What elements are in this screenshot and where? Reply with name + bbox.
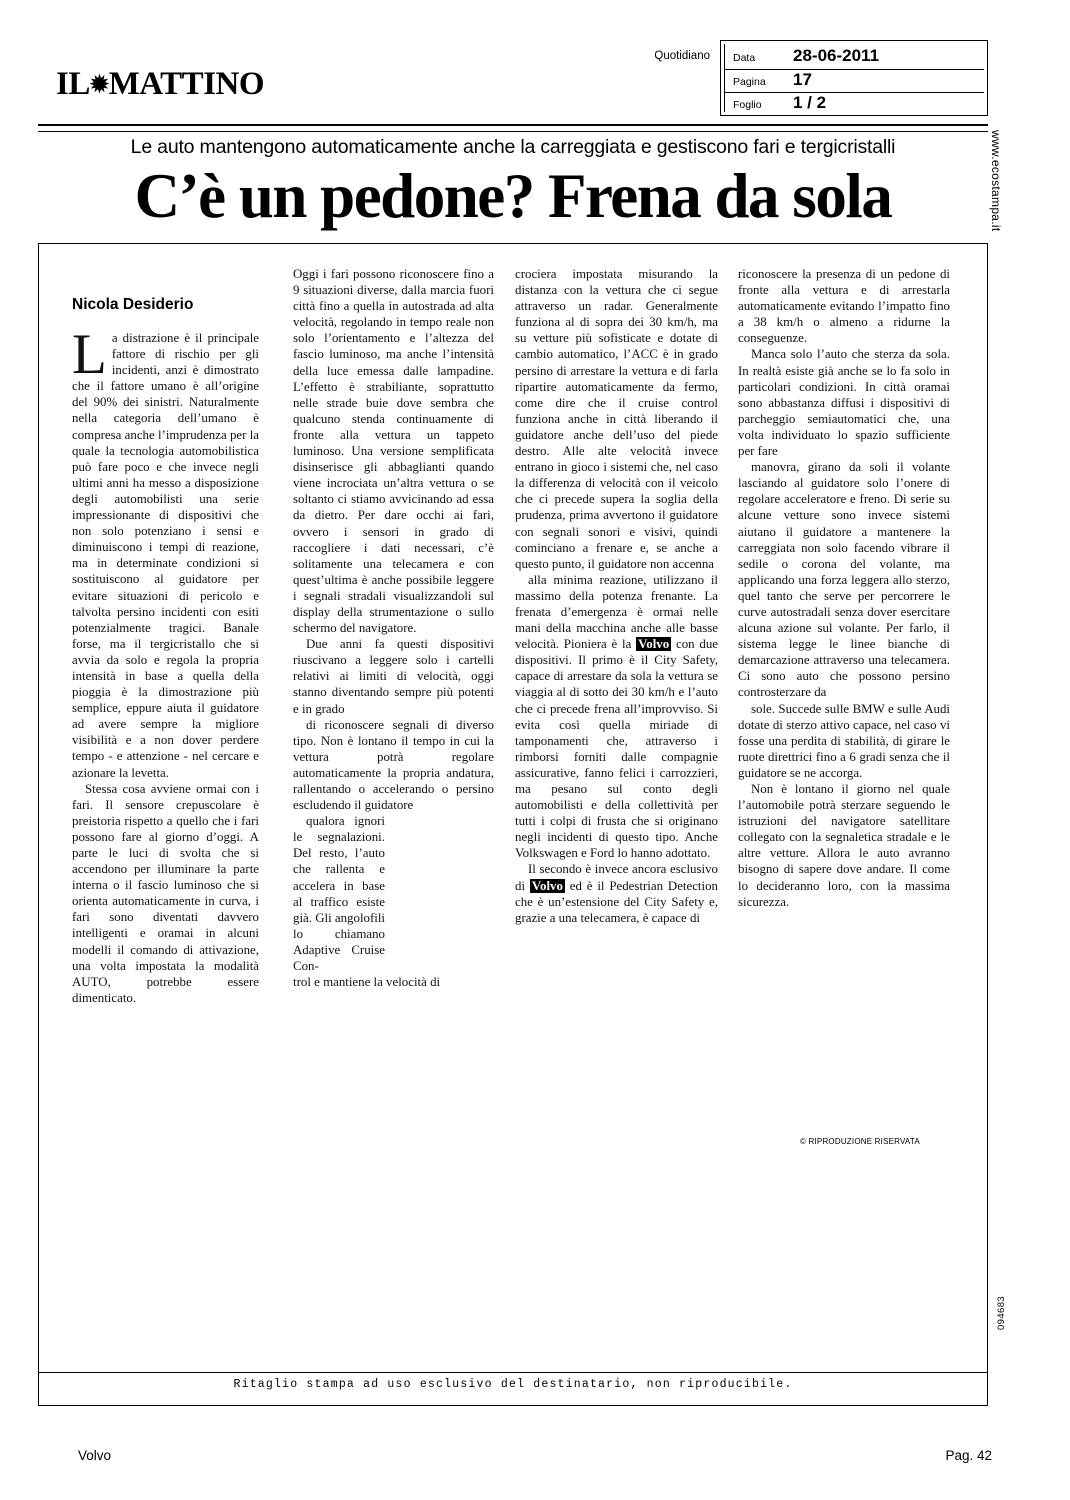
meta-value-data: 28-06-2011 [793,46,880,65]
paragraph: Due anni fa questi dispositivi riuscivano a leggere solo i cartelli relativi ai limiti di velocità, oggi stanno diventando sempre più potenti e in grado [293,637,494,716]
drop-cap: L [72,323,107,386]
footer-subject: Volvo [78,1448,112,1463]
headline-divider [38,243,988,244]
brand-highlight-volvo: Volvo [638,637,670,652]
article-column-2 [293,266,494,990]
periodicity-label: Quotidiano [654,50,710,62]
article-headline: C’è un pedone? Frena da sola [134,161,892,231]
paragraph [515,861,718,925]
paragraph: Non è lontano il giorno nel quale l’automobile potrà sterzare seguendo le istruzioni del navigatore satellitare collegato con la segnaletica stradale e le altre vetture. Allora le auto avranno bisogno di sapere dove andare. Il come lo decideranno loro, con la massima sicurezza. [738,782,950,909]
paragraph: riconoscere la presenza di un pedone di fronte alla vettura e di arrestarla automaticamente evitando l’impatto fino a 38 km/h o almeno a ridurne la conseguenze. [738,267,950,346]
newspaper-masthead [56,66,264,103]
watermark-url: www.ecostampa.it [989,130,1003,232]
article-column-3 [515,266,718,926]
paragraph: manovra, girano da soli il volante lasciando al guidatore solo l’onere di regolare acceleratore e freno. Di serie su alcune vetture sono invece sistemi aiutano il guidatore a mantenere la carreggiata non solo facendo vibrare il sedile o corona del volante, ma applicando una forza leggera allo sterzo, quel tanto che serve per percorrere le curve autostradali senza dover esercitare alcuna azione sul volante. Per farlo, il sistema legge le linee bianche di demarcazione attraverso una telecamera. Ci sono auto che possono persino controsterzare da [738,460,950,700]
paragraph-narrow: qualora ignori le segnalazioni. Del resto, l’auto che rallenta e accelera in base al traffico esiste già. Gli angolofili lo chiamano Adaptive Cruise Con- [293,814,386,974]
header-divider-thick [38,124,988,126]
paragraph: crociera impostata misurando la distanza con la vettura che ci segue attraverso un radar. Generalmente funziona al di sopra dei 30 km/h, ma su vetture più sofisticate e dotate di cambio automatico, l’ACC è in grado persino di arrestare la vettura e di farla ripartire automaticamente da fermo, come dire che il cruise control funziona anche in città liberando il guidatore anche dell’uso del piede destro. Alle alte velocità invece entrano in gioco i sistemi che, nel caso la differenza di velocità con il veicolo che ci precede supera la soglia della prudenza, prima avvertono il guidatore con segnali sonori e visivi, quindi cominciano a frenare e, se anche a questo punto, il guidatore non accenna [515,267,718,571]
press-clipping-header [38,40,988,118]
paragraph [515,572,718,862]
star-icon: ✹ [89,72,109,97]
paragraph-part-b: con due dispositivi. Il primo è il City Safety, capace di arrestare da sola la vettura se viaggia al di sotto dei 30 km/h e l’auto che ci precede frena all’improvviso. Si evita così quella miriade di tamponamenti che, attraverso i rimborsi forniti dalle compagnie assicurative, fanno felici i carrozzieri, ma pesano sul conto degli automobilisti e della collettività per tutti i colpi di frusta che si originano negli incidenti di questo tipo. Anche Volkswagen e Ford lo hanno adottato. [515,637,718,861]
header-divider-thin [38,131,988,132]
paragraph-part-b: ed è il Pedestrian Detection che è un’estensione del City Safety e, grazie a una telecamera, è capace di [515,878,718,925]
footer-page-number: Pag. 42 [945,1448,992,1463]
masthead-prefix: IL [56,66,90,102]
meta-value-pagina: 17 [793,70,812,89]
usage-notice: Ritaglio stampa ad uso esclusivo del destinatario, non riproducibile. [233,1378,793,1391]
paragraph: sole. Succede sulle BMW e sulle Audi dotate di sterzo attivo capace, nel caso vi fosse una perdita di stabilità, di girare le ruote direttrici fino a 6 gradi senza che il guidatore se ne accorga. [738,701,950,780]
paragraph: Manca solo l’auto che sterza da sola. In realtà esiste già anche se lo fa solo in particolari condizioni. In città oramai sono abbastanza diffusi i dispositivi di parcheggio semiautomatici che, una volta individuato lo spazio sufficiente per fare [738,347,950,459]
meta-row-pagina [725,69,984,93]
brand-highlight-volvo: Volvo [531,878,563,893]
paragraph: Stessa cosa avviene ormai con i fari. Il sensore crepuscolare è preistoria rispetto a quello che i fari possono fare al giorno d’oggi. A parte le luci di svolta che si accendono per illuminare la parte interna o il fascio luminoso che si orienta automaticamente in curva, i fari sono diventati davvero intelligenti e oramai in alcuni modelli il comando di attivazione, una volta impostata la modalità AUTO, potrebbe essere dimenticato. [72,781,259,1005]
meta-row-data [725,46,984,69]
paragraph-tail: trol e mantiene la velocità di [293,975,441,990]
meta-label-foglio: Foglio [733,99,762,111]
paragraph-part-a: alla minima reazione, utilizzano il massimo della potenza frenante. La frenata d’emergenza è ormai nelle mani della macchina anche alle basse velocità. Pioniera è la [515,572,718,652]
article-byline: Nicola Desiderio [72,296,194,313]
article-column-1 [72,323,259,1006]
masthead-suffix: MATTINO [108,66,265,102]
meta-label-data: Data [733,52,756,64]
paragraph [72,323,259,781]
copyright-notice: © RIPRODUZIONE RISERVATA [800,1137,920,1146]
paragraph-rest: re umano è all’origine del 90% dei sinistri. Naturalmente nella categoria dell’umano è compresa anche l’imprudenza per la quale la tecnologia automobilistica può fare poco e che invece negli ultimi anni ha messo a disposizione degli automobilisti una serie impressionante di dispositivi che non solo potenziano i sensi e diminuiscono i tempi di reazione, ma in determinate condizioni si sostituiscono al guidatore per evitare situazioni di pericolo e talvolta persino incidenti con esiti potenzialmente tragici. Banale forse, ma il tergicristallo che si avvia da solo e regola la propria intensità in base a quella della pioggia è la dimostrazione più semplice, eppure aiuta il guidatore ad avere sempre la migliore visibilità e a non dover perdere tempo - e attenzione - nel cercare e azionare la levetta. [72,379,259,780]
clipping-code: 094683 [996,1295,1007,1330]
paragraph-lead: a distrazione è il principale fattore di rischio per gli incidenti, anzi è dimostrato che il fatto [72,331,259,394]
footer-divider [38,1372,988,1373]
meta-label-pagina: Pagina [733,76,766,88]
paragraph: di riconoscere segnali di diverso tipo. Non è lontano il tempo in cui la vettura potrà regolare automaticamente la propria andatura, rallentando o accelerando o persino escludendo il guidatore [293,717,494,813]
meta-value-foglio: 1 / 2 [793,93,827,112]
meta-row-foglio [725,92,984,116]
paragraph: Oggi i fari possono riconoscere fino a 9 situazioni diverse, dalla marcia fuori città fino a quella in autostrada ad alta velocità, regolando in tempo reale non solo l’orientamento e l’altezza del fascio luminoso, ma anche l’intensità della luce emessa dalle lampadine. L’effetto è strabiliante, soprattutto nelle strade buie dove sembra che qualcuno stenda continuamente di fronte alla vettura un tappeto luminoso. Una versione semplificata disinserisce gli abbaglianti quando viene incrociata un’altra vettura o se soltanto ci stiamo avvicinando ad essa da dietro. Per dare occhi ai fari, ovvero i sensori in grado di raccogliere i dati necessari, c’è solitamente una telecamera e con quest’ultima è anche possibile leggere i segnali stradali visualizzandoli sul display della strumentazione o sullo schermo del navigatore. [293,267,494,636]
article-column-4 [738,266,950,910]
clipping-meta-box [720,40,988,116]
paragraph-part-a: Il secondo è invece ancora esclusivo di [515,862,718,893]
article-kicker: Le auto mantengono automaticamente anche la carreggiata e gestiscono fari e tergicristalli [130,136,896,158]
